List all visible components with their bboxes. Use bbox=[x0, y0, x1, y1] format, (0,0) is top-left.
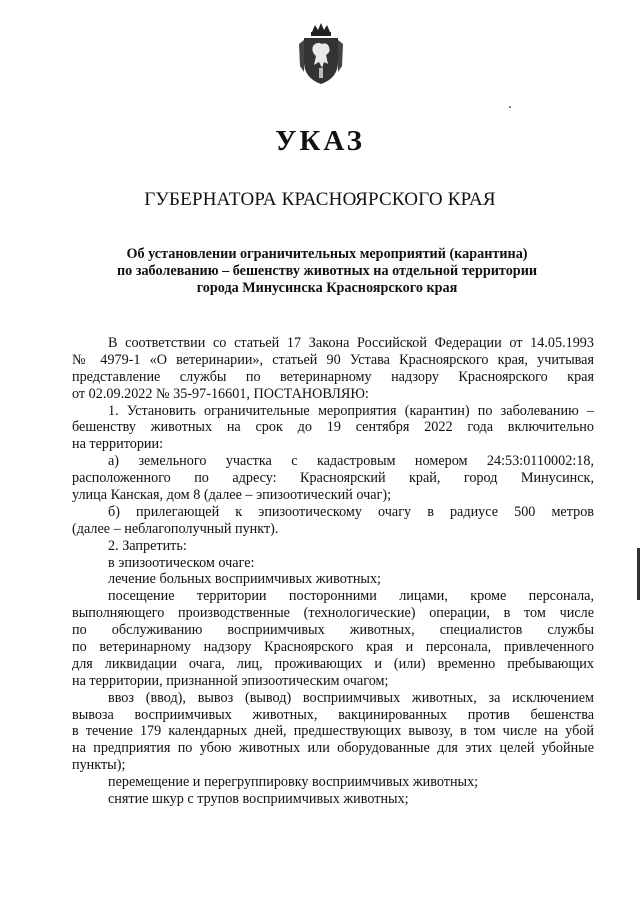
paragraph-line: на территории: bbox=[72, 436, 164, 453]
paragraph bbox=[72, 791, 594, 808]
paragraph-line: посещение территории посторонними лицами, кроме персонала, bbox=[108, 588, 594, 605]
paragraph-line: ввоз (ввод), вывоз (вывод) восприимчивых животных, за исключением bbox=[108, 689, 594, 706]
document-body bbox=[72, 335, 594, 808]
paragraph-line: В соответствии со статьей 17 Закона Российской Федерации от 14.05.1993 bbox=[108, 335, 594, 351]
paragraph-line: расположенного по адресу: Красноярский край, город Минусинск, bbox=[72, 470, 594, 487]
paragraph-line: перемещение и перегруппировку восприимчивых животных; bbox=[108, 774, 479, 791]
paragraph-line: выполняющего производственные (технологические) операции, в том числе bbox=[72, 605, 594, 622]
paragraph-line: в течение 179 календарных дней, предшествующих вывозу, в том числе на убой bbox=[72, 723, 594, 740]
paragraph bbox=[72, 774, 594, 791]
paragraph bbox=[72, 403, 594, 454]
paragraph bbox=[72, 555, 594, 572]
paragraph-line: снятие шкур с трупов восприимчивых животных; bbox=[108, 791, 409, 808]
heading-line: города Минусинска Красноярского края bbox=[196, 280, 458, 296]
document-title: УКАЗ bbox=[275, 125, 365, 157]
paragraph bbox=[72, 335, 594, 403]
scan-dot bbox=[509, 106, 511, 108]
paragraph-line: для ликвидации очага, лиц, проживающих и (или) временно пребывающих bbox=[72, 655, 594, 672]
paragraph-line: (далее – неблагополучный пункт). bbox=[72, 520, 279, 537]
paragraph-line: по обслуживанию восприимчивых животных, специалистов службы bbox=[72, 622, 594, 639]
paragraph-line: вывоза восприимчивых животных, вакцинированных против бешенства bbox=[72, 706, 594, 723]
paragraph-line: в эпизоотическом очаге: bbox=[108, 554, 255, 571]
paragraph-line: на предприятия по убою животных или оборудованные для этих целей убойные bbox=[72, 740, 594, 757]
paragraph-line: лечение больных восприимчивых животных; bbox=[108, 571, 381, 588]
paragraph bbox=[72, 690, 594, 774]
heading-line: по заболеванию – бешенству животных на отдельной территории bbox=[116, 263, 538, 279]
paragraph-line: № 4979-1 «О ветеринарии», статьей 90 Устава Красноярского края, учитывая bbox=[72, 351, 594, 368]
paragraph-line: от 02.09.2022 № 35-97-16601, ПОСТАНОВЛЯЮ: bbox=[72, 385, 369, 402]
paragraph-line: а) земельного участка с кадастровым номером 24:53:0110002:18, bbox=[108, 453, 594, 470]
paragraph-line: 1. Установить ограничительные мероприятия (карантин) по заболеванию – bbox=[108, 402, 594, 419]
paragraph-line: б) прилегающей к эпизоотическому очагу в радиусе 500 метров bbox=[108, 503, 594, 520]
heading-line: Об установлении ограничительных мероприятий (карантина) bbox=[126, 246, 528, 262]
paragraph-line: по ветеринарному надзору Красноярского края и персонала, привлеченного bbox=[72, 639, 594, 656]
coat-of-arms-emblem bbox=[298, 22, 344, 86]
paragraph-line: пункты); bbox=[72, 757, 126, 774]
paragraph bbox=[72, 453, 594, 504]
document-heading bbox=[80, 246, 574, 297]
paragraph-line: улица Канская, дом 8 (далее – эпизоотический очаг); bbox=[72, 487, 392, 504]
paragraph-line: представление службы по ветеринарному надзору Красноярского края bbox=[72, 368, 594, 385]
paragraph-line: на территории, признанной эпизоотическим очагом; bbox=[72, 672, 389, 689]
paragraph bbox=[72, 588, 594, 689]
paragraph bbox=[72, 504, 594, 538]
paragraph-line: 2. Запретить: bbox=[108, 537, 187, 554]
paragraph-line: бешенству животных на срок до 19 сентября 2022 года включительно bbox=[72, 419, 594, 436]
document-subtitle: ГУБЕРНАТОРА КРАСНОЯРСКОГО КРАЯ bbox=[144, 189, 496, 210]
paragraph bbox=[72, 538, 594, 555]
paragraph bbox=[72, 571, 594, 588]
